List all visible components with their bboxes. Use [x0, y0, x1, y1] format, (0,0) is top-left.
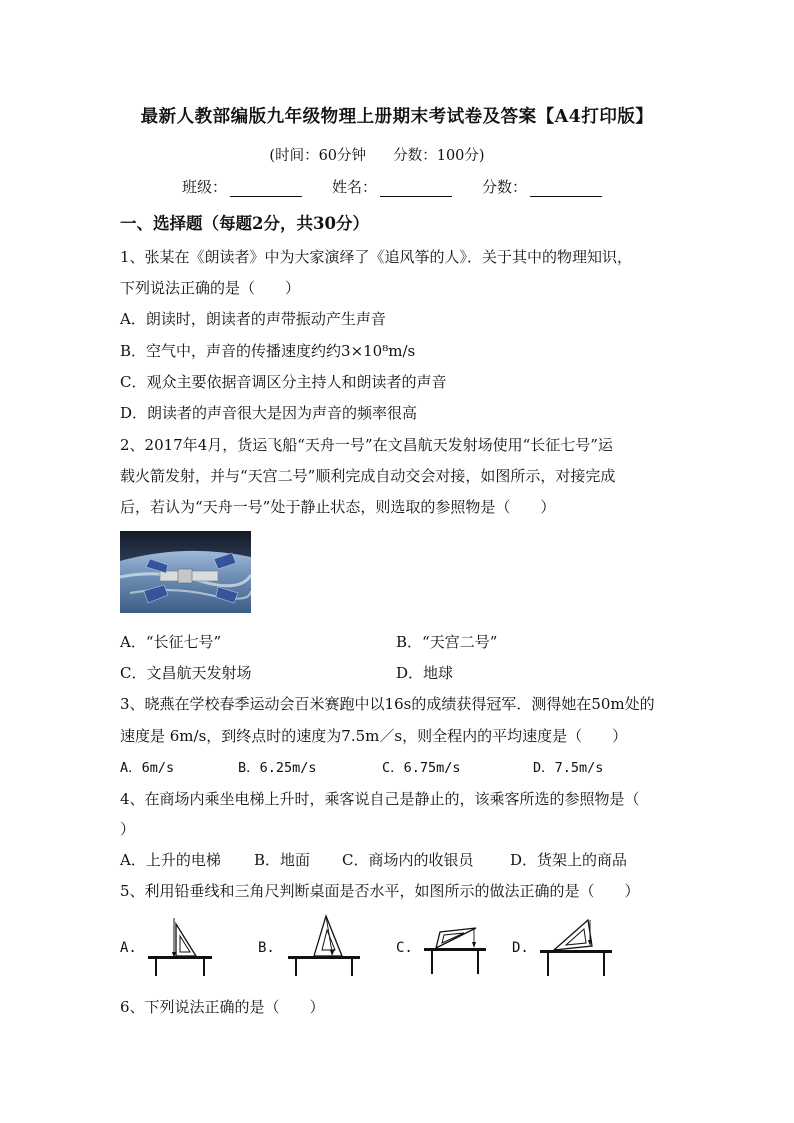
q5-diagram-a — [146, 914, 216, 978]
q5-option-d-label: D. — [512, 940, 529, 956]
q1-option-d: D．朗读者的声音很大是因为声音的频率很高 — [120, 404, 418, 422]
class-label: 班级： — [182, 178, 228, 196]
name-field — [332, 176, 452, 197]
name-blank[interactable] — [380, 181, 452, 197]
q3-stem-line2: 速度是 6m/s，到终点时的速度为7.5m／s，则全程内的平均速度是（ ） — [120, 727, 628, 745]
q5-diagram-d — [536, 912, 616, 978]
score-label: 分数： — [482, 178, 528, 196]
class-field — [182, 176, 302, 197]
exam-title: 最新人教部编版九年级物理上册期末考试卷及答案【A4打印版】 — [140, 107, 654, 127]
q3-option-d: D．7.5m/s — [533, 760, 604, 776]
q1-option-c: C．观众主要依据音调区分主持人和朗读者的声音 — [120, 373, 447, 391]
q5-option-c-label: C. — [396, 940, 413, 956]
name-label: 姓名： — [332, 178, 378, 196]
q2-stem-line1: 2、2017年4月，货运飞船“天舟一号”在文昌航天发射场使用“长征七号”运 — [120, 436, 613, 454]
q4-stem-line2: ） — [120, 820, 136, 838]
class-blank[interactable] — [230, 181, 302, 197]
q1-option-b: B．空气中，声音的传播速度约约3×10⁸m/s — [120, 342, 416, 360]
score-field — [482, 176, 602, 197]
q3-option-b: B．6.25m/s — [238, 760, 317, 776]
q4-option-d: D．货架上的商品 — [510, 851, 628, 869]
q5-diagram-c — [420, 914, 492, 976]
time-limit: (时间：60分钟 — [269, 148, 367, 164]
q4-option-c: C．商场内的收银员 — [342, 851, 474, 869]
q1-stem-line1: 1、张某在《朗读者》中为大家演绎了《追风筝的人》．关于其中的物理知识， — [120, 248, 633, 266]
q5-diagram-b — [284, 912, 364, 978]
exam-subtitle — [0, 144, 754, 165]
q3-option-c: C．6.75m/s — [382, 760, 461, 776]
student-info-row — [182, 176, 602, 197]
q1-option-a: A．朗读时，朗读者的声带振动产生声音 — [120, 310, 386, 328]
q1-stem-line2: 下列说法正确的是（ ） — [120, 279, 301, 297]
q5-option-b-label: B. — [258, 940, 275, 956]
q2-option-d: D．地球 — [396, 664, 454, 682]
q3-option-a: A．6m/s — [120, 760, 175, 776]
q2-stem-line3: 后，若认为“天舟一号”处于静止状态，则选取的参照物是（ ） — [120, 498, 556, 516]
q6-stem: 6、下列说法正确的是（ ） — [120, 998, 325, 1016]
section-heading: 一、选择题（每题2分，共30分） — [120, 214, 369, 233]
q2-option-c: C．文昌航天发射场 — [120, 664, 252, 682]
q4-option-b: B．地面 — [254, 851, 311, 869]
q2-option-a: A．“长征七号” — [120, 633, 222, 651]
q3-stem-line1: 3、晓燕在学校春季运动会百米赛跑中以16s的成绩获得冠军．测得她在50m处的 — [120, 695, 655, 713]
q4-option-a: A．上升的电梯 — [120, 851, 221, 869]
q5-stem: 5、利用铅垂线和三角尺判断桌面是否水平，如图所示的做法正确的是（ ） — [120, 882, 640, 900]
q4-stem-line1: 4、在商场内乘坐电梯上升时，乘客说自己是静止的，该乘客所选的参照物是（ — [120, 790, 640, 808]
q2-option-b: B．“天宫二号” — [396, 633, 498, 651]
q5-option-a-label: A. — [120, 940, 137, 956]
space-station-photo — [120, 531, 251, 613]
score-blank[interactable] — [530, 181, 602, 197]
q2-stem-line2: 载火箭发射，并与“天宫二号”顺利完成自动交会对接，如图所示，对接完成 — [120, 467, 616, 485]
total-score: 分数：100分) — [393, 148, 485, 164]
